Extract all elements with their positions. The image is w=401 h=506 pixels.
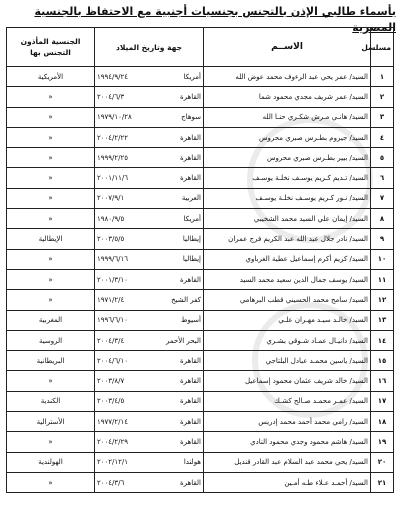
row-birth-place: القاهرة — [149, 351, 204, 371]
row-serial: ١٢ — [371, 290, 394, 310]
row-nationality: « — [7, 87, 95, 107]
row-birth-place: كفر الشيخ — [149, 290, 204, 310]
row-serial: ١٠ — [371, 249, 394, 269]
row-birth-place: إيطاليا — [149, 229, 204, 249]
row-birth-place: القاهرة — [149, 269, 204, 289]
row-nationality: « — [7, 249, 95, 269]
table-row — [7, 87, 394, 107]
row-birth-date: ١٩٩٩/٦/١٦ — [95, 249, 150, 269]
row-birth-date: ١٩٩٦/٦/١٠ — [95, 310, 150, 330]
table-row — [7, 391, 394, 411]
row-birth-date: ٢٠٠١/٣/١٠ — [95, 269, 150, 289]
row-name: السيد/ جيروم بطـرس صبري محروس — [204, 127, 371, 147]
row-birth-date: ٢٠٠٤/٢/٢٢ — [95, 127, 150, 147]
row-nationality: « — [7, 290, 95, 310]
table-row — [7, 229, 394, 249]
row-nationality: الإيطالية — [7, 229, 95, 249]
row-nationality: الروسية — [7, 330, 95, 350]
row-serial: ٢١ — [371, 472, 394, 492]
row-name: السيد/ هانـي مـرش شكـري حنـا الله — [204, 107, 371, 127]
table-row — [7, 168, 394, 188]
row-serial: ١٨ — [371, 412, 394, 432]
row-name: السيد/ إيمان علي السيد محمد الشخيبي — [204, 209, 371, 229]
table-row — [7, 432, 394, 452]
row-serial: ١٤ — [371, 330, 394, 350]
row-serial: ١٣ — [371, 310, 394, 330]
row-name: السيد/ عمر شريف مجدي محمود شما — [204, 87, 371, 107]
table-row — [7, 371, 394, 391]
row-nationality: الأمريكية — [7, 67, 95, 87]
row-nationality: « — [7, 432, 95, 452]
row-nationality: « — [7, 148, 95, 168]
table-row — [7, 107, 394, 127]
row-nationality: « — [7, 107, 95, 127]
row-birth-place: أمريكا — [149, 67, 204, 87]
row-name: السيد/ رامي محمد أحمد محمد إدريس — [204, 412, 371, 432]
table-row — [7, 310, 394, 330]
row-birth-place: القاهرة — [149, 148, 204, 168]
row-serial: ٧ — [371, 188, 394, 208]
row-birth-place: هولندا — [149, 452, 204, 472]
row-birth-date: ٢٠٠٢/١٢/١ — [95, 452, 150, 472]
row-birth-place: القاهرة — [149, 432, 204, 452]
row-serial: ١١ — [371, 269, 394, 289]
table-row — [7, 351, 394, 371]
row-birth-date: ١٩٩٤/٩/٢٤ — [95, 67, 150, 87]
table-row — [7, 209, 394, 229]
table-row — [7, 269, 394, 289]
page-title: بأسماء طالبي الإذن بالتجنس بجنسيات أجنبية مع الاحتفاظ بالجنسية المصرية — [34, 5, 396, 34]
row-name: السيد/ سامح محمد الحسيني قطب البرهامي — [204, 290, 371, 310]
row-birth-date: ٢٠٠٣/٨/٧ — [95, 371, 150, 391]
row-birth-date: ١٩٨٠/٩/٥ — [95, 209, 150, 229]
row-birth-place: القاهرة — [149, 472, 204, 492]
table-row — [7, 330, 394, 350]
table-row — [7, 148, 394, 168]
row-nationality: الكندية — [7, 391, 95, 411]
serial-header: مسلسل — [371, 28, 394, 67]
row-serial: ١٦ — [371, 371, 394, 391]
row-serial: ٢٠ — [371, 452, 394, 472]
row-serial: ٩ — [371, 229, 394, 249]
row-nationality: « — [7, 371, 95, 391]
row-nationality: الهولندية — [7, 452, 95, 472]
row-serial: ٢ — [371, 87, 394, 107]
row-name: السيد/ عمـر محمـد صـالح كشـك — [204, 391, 371, 411]
row-name: السيد/ ياسين محمـد عبادل البلتاجي — [204, 351, 371, 371]
row-birth-date: ٢٠٠٤/٦/١٠ — [95, 351, 150, 371]
table-header-row — [7, 28, 394, 67]
birth-header: جهة وتاريخ الميلاد — [95, 28, 204, 67]
row-serial: ١٧ — [371, 391, 394, 411]
row-name: السيد/ دانيـال عمـاد شـوقي بشـري — [204, 330, 371, 350]
row-nationality: « — [7, 209, 95, 229]
row-name: السيد/ كريم أكرم إسماعيل عطية الغرباوي — [204, 249, 371, 269]
row-name: السيد/ يحي محمد عبد السلام عبد القادر قنديل — [204, 452, 371, 472]
row-name: السيد/ هاشم محمود وجدي محمود النادي — [204, 432, 371, 452]
row-birth-place: أمريكا — [149, 209, 204, 229]
row-birth-date: ٢٠٠٤/٦/٣ — [95, 87, 150, 107]
row-birth-date: ١٩٩٩/٢/٢٥ — [95, 148, 150, 168]
table-row — [7, 249, 394, 269]
row-birth-date: ٢٠٠٤/٣/٦ — [95, 472, 150, 492]
row-nationality: « — [7, 269, 95, 289]
row-birth-date: ٢٠٠٤/٢/٢٩ — [95, 432, 150, 452]
row-birth-place: سوهاج — [149, 107, 204, 127]
table-row — [7, 452, 394, 472]
row-name: السيد/ نادر جلال عبد الله عبد الكريم فرج عمران — [204, 229, 371, 249]
row-birth-place: العربية — [149, 188, 204, 208]
row-nationality: « — [7, 168, 95, 188]
row-birth-date: ١٩٧٧/٢/١٤ — [95, 412, 150, 432]
row-nationality: « — [7, 472, 95, 492]
row-birth-date: ١٩٧٩/١٠/٢٨ — [95, 107, 150, 127]
row-birth-date: ٢٠٠٧/٩/١ — [95, 188, 150, 208]
row-birth-place: القاهرة — [149, 168, 204, 188]
row-serial: ٣ — [371, 107, 394, 127]
row-serial: ٥ — [371, 148, 394, 168]
naturalization-table — [6, 27, 394, 493]
row-name: السيد/ خالـد سيـد مهـران علـي — [204, 310, 371, 330]
row-birth-date: ٢٠٠٣/٤/٥ — [95, 391, 150, 411]
row-nationality: « — [7, 127, 95, 147]
row-birth-place: القاهرة — [149, 127, 204, 147]
table-row — [7, 127, 394, 147]
row-nationality: البريطانية — [7, 351, 95, 371]
name-header: الاســم — [204, 28, 371, 67]
table-row — [7, 412, 394, 432]
row-name: السيد/ عمر يحي عبد الرءوف محمد عوض الله — [204, 67, 371, 87]
row-name: السيد/ تـديم كـريم يوسـف نخلـة يوسـف — [204, 168, 371, 188]
row-serial: ٨ — [371, 209, 394, 229]
row-birth-place: القاهرة — [149, 391, 204, 411]
row-serial: ٦ — [371, 168, 394, 188]
row-birth-place: أسيوط — [149, 310, 204, 330]
row-birth-place: البحر الأحمر — [149, 330, 204, 350]
row-nationality: « — [7, 188, 95, 208]
row-name: السيد/ نـور كـريم يوسـف نخلـة يوسـف — [204, 188, 371, 208]
row-birth-place: إيطاليا — [149, 249, 204, 269]
table-row — [7, 290, 394, 310]
table-row — [7, 472, 394, 492]
row-serial: ١ — [371, 67, 394, 87]
row-name: السيد/ أحمـد عـلاء طـه أمـين — [204, 472, 371, 492]
table-row — [7, 67, 394, 87]
row-serial: ٤ — [371, 127, 394, 147]
row-name: السيد/ خالد شريف عثمان محمود إسماعيل — [204, 371, 371, 391]
nationality-header: الجنسية المأذون التجنس بها — [7, 28, 95, 67]
row-serial: ١٩ — [371, 432, 394, 452]
row-name: السيد/ بيير بطـرس صبري محروس — [204, 148, 371, 168]
table-row — [7, 188, 394, 208]
row-birth-place: القاهرة — [149, 371, 204, 391]
row-name: السيد/ يوسف جمال الدين سعيد محمد السيد — [204, 269, 371, 289]
row-birth-date: ٢٠٠٤/٣/٤ — [95, 330, 150, 350]
row-nationality: الأسترالية — [7, 412, 95, 432]
row-serial: ١٥ — [371, 351, 394, 371]
row-birth-date: ٢٠٠١/١١/٦ — [95, 168, 150, 188]
row-birth-place: القاهرة — [149, 87, 204, 107]
row-birth-date: ١٩٧١/٢/٤ — [95, 290, 150, 310]
row-birth-date: ٢٠٠٣/٥/٥ — [95, 229, 150, 249]
row-nationality: المغربية — [7, 310, 95, 330]
row-birth-place: القاهرة — [149, 412, 204, 432]
